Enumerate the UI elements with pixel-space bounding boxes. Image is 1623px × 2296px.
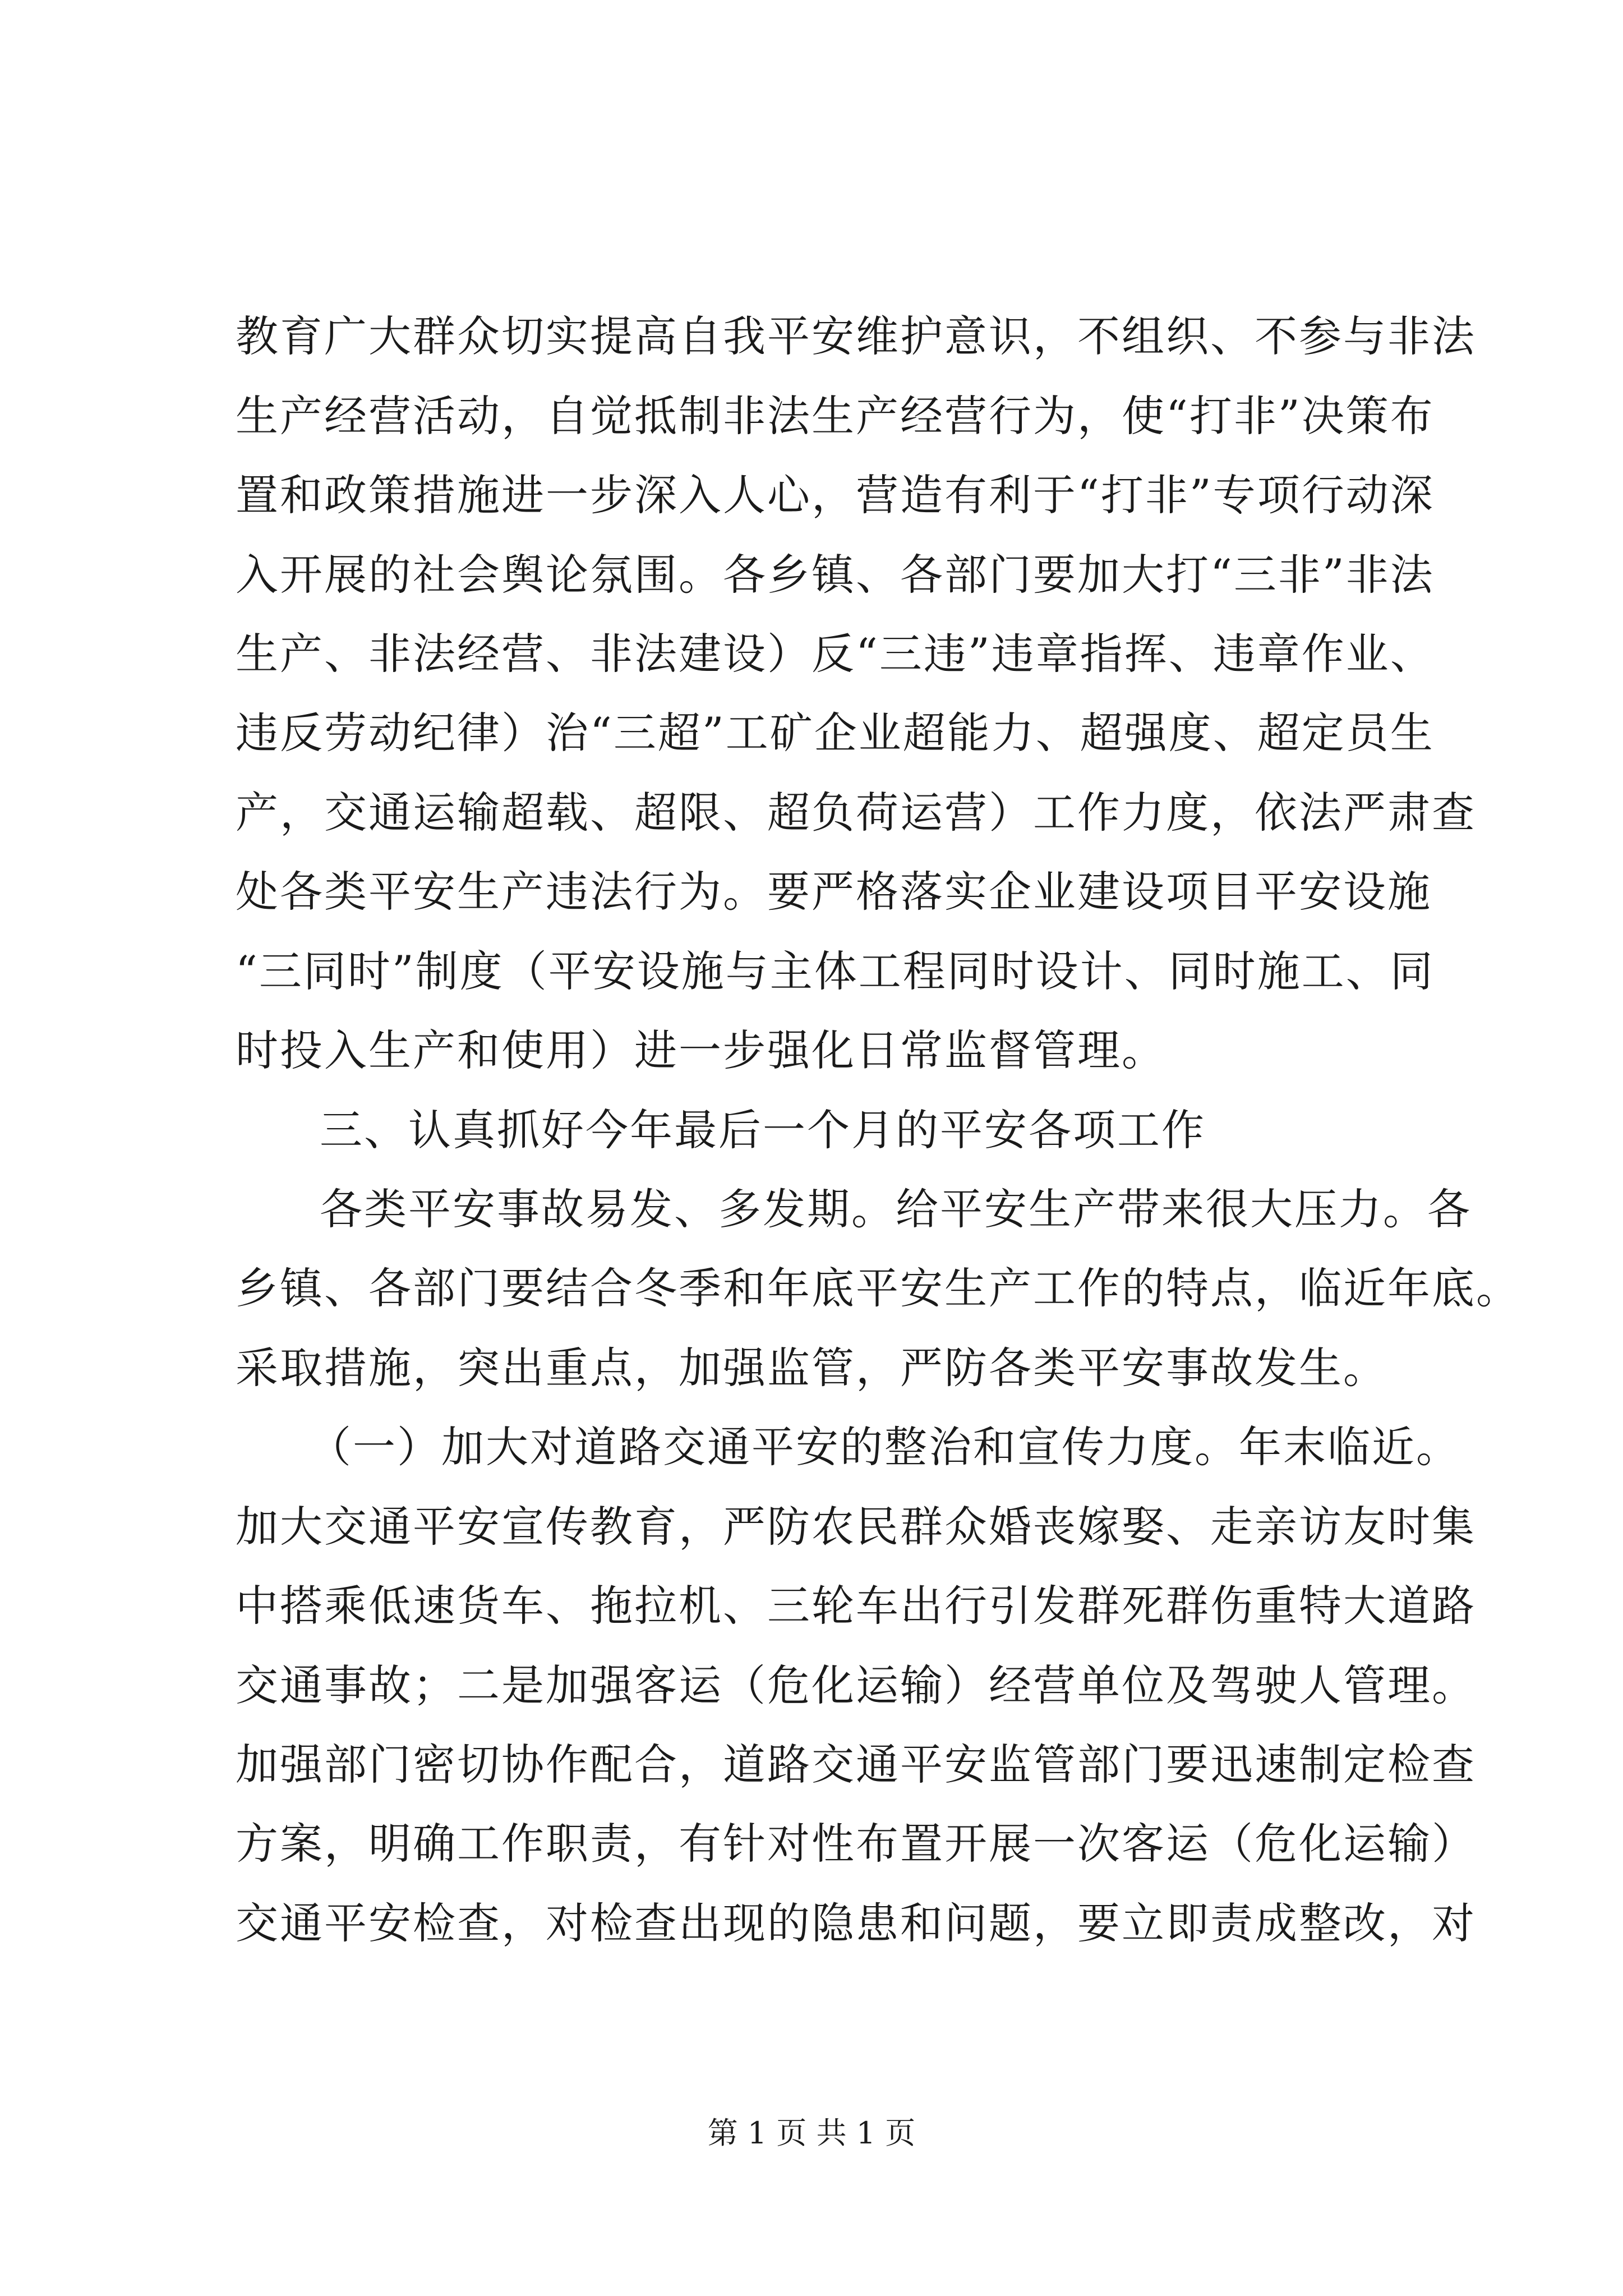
text-line: 交通平安检查，对检查出现的隐患和问题，要立即责成整改，对	[236, 1898, 1476, 1948]
text-line: 置和政策措施进一步深入人心，营造有利于“打非”专项行动深	[236, 470, 1435, 520]
page-footer: 第 1 页 共 1 页	[707, 2115, 916, 2151]
text-line: “三同时”制度（平安设施与主体工程同时设计、同时施工、同	[236, 946, 1435, 996]
text-line: 生产经营活动，自觉抵制非法生产经营行为，使“打非”决策布	[236, 391, 1435, 441]
section-heading: 三、认真抓好今年最后一个月的平安各项工作	[320, 1105, 1206, 1155]
text-line: 产，交通运输超载、超限、超负荷运营）工作力度，依法严肃查	[236, 788, 1476, 838]
text-line: 时投入生产和使用）进一步强化日常监督管理。	[236, 1025, 1166, 1075]
text-line: 加强部门密切协作配合，道路交通平安监管部门要迅速制定检查	[236, 1740, 1476, 1789]
text-line: 处各类平安生产违法行为。要严格落实企业建设项目平安设施	[236, 867, 1432, 917]
text-line: 采取措施，突出重点，加强监管，严防各类平安事故发生。	[236, 1343, 1387, 1393]
text-line: 方案，明确工作职责，有针对性布置开展一次客运（危化运输）	[236, 1819, 1476, 1869]
text-line: 加大交通平安宣传教育，严防农民群众婚丧嫁娶、走亲访友时集	[236, 1502, 1476, 1552]
text-line: 交通事故；二是加强客运（危化运输）经营单位及驾驶人管理。	[236, 1660, 1476, 1710]
text-line: 生产、非法经营、非法建设）反“三违”违章指挥、违章作业、	[236, 629, 1435, 679]
text-line: 各类平安事故易发、多发期。给平安生产带来很大压力。各	[320, 1184, 1472, 1234]
subsection-line: （一）加大对道路交通平安的整治和宣传力度。年末临近。	[308, 1422, 1460, 1472]
text-line: 入开展的社会舆论氛围。各乡镇、各部门要加大打“三非”非法	[236, 550, 1435, 600]
text-line: 教育广大群众切实提高自我平安维护意识，不组织、不参与非法	[236, 311, 1476, 361]
text-line: 乡镇、各部门要结合冬季和年底平安生产工作的特点，临近年底。	[236, 1263, 1520, 1313]
text-line: 违反劳动纪律）治“三超”工矿企业超能力、超强度、超定员生	[236, 708, 1435, 758]
text-line: 中搭乘低速货车、拖拉机、三轮车出行引发群死群伤重特大道路	[236, 1581, 1476, 1631]
